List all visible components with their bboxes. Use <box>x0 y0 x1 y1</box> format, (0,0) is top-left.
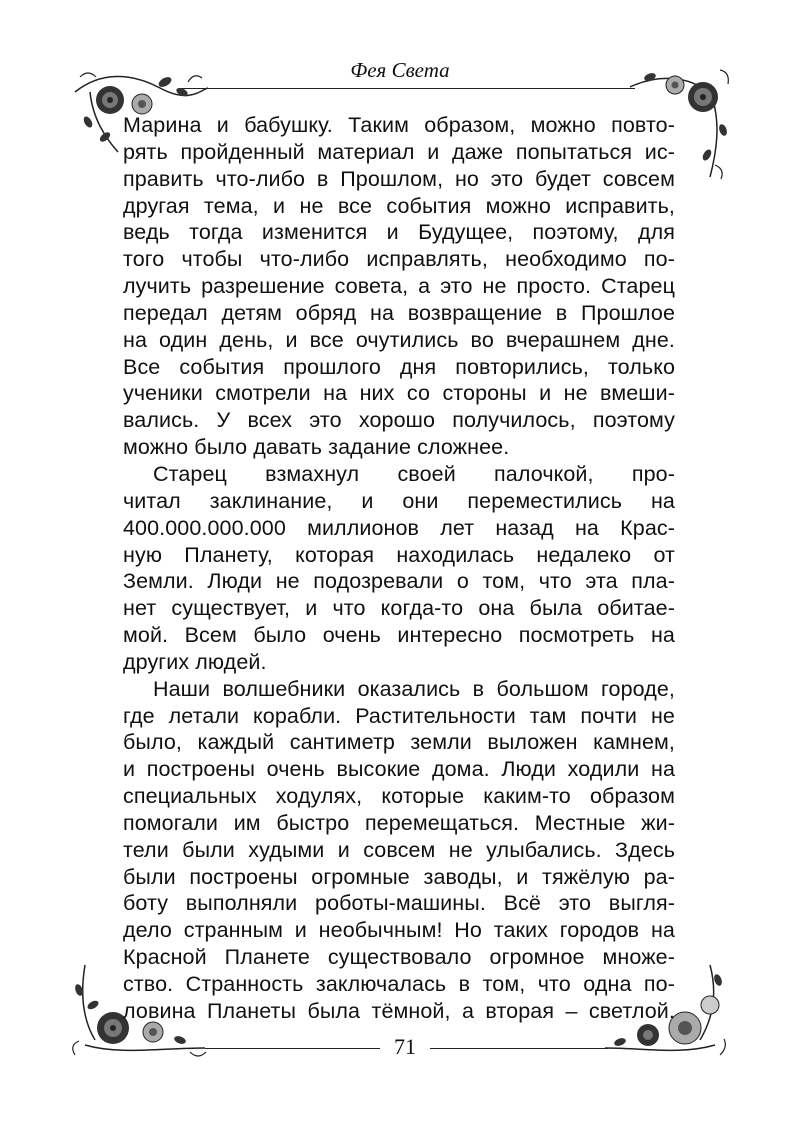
text-line: Все события прошлого дня повторились, только <box>123 354 675 379</box>
text-line: где летали корабли. Растительности там почти не <box>123 703 675 728</box>
text-line: ство. Странность заключалась в том, что одна по- <box>123 972 675 996</box>
text-line: ученики смотрели на них со стороны и не вмеши- <box>123 381 675 406</box>
text-line: Марина и бабушку. Таким образом, можно повто- <box>123 113 675 137</box>
text-line: других людей. <box>123 649 267 674</box>
text-line: Земли. Люди не подозревали о том, что эта пла- <box>123 569 675 594</box>
text-line: дело странным и необычным! Но таких городов на <box>123 918 675 943</box>
text-line: лучить разрешение совета, а это не просто. Старец <box>123 274 675 299</box>
text-line: вались. У всех это хорошо получилось, поэтому <box>123 408 675 433</box>
text-line: были построены огромные заводы, и тяжёлую ра- <box>123 864 675 889</box>
text-line: боту выполняли роботы-машины. Всё это выгля- <box>123 891 675 916</box>
running-header-title: Фея Света <box>350 58 450 82</box>
text-line: читал заклинание, и они переместились на <box>123 488 675 513</box>
text-line: другая тема, и не все события можно исправить, <box>123 193 675 218</box>
text-line: было, каждый сантиметр земли выложен камнем, <box>123 730 675 755</box>
text-line: Красной Планете существовало огромное множе- <box>123 945 675 970</box>
text-line: того чтобы что-либо исправлять, необходимо по- <box>123 247 675 272</box>
text-line: рять пройденный материал и даже попытаться ис- <box>123 139 675 164</box>
text-line: ведь тогда изменится и Будущее, поэтому, для <box>123 220 675 245</box>
text-line: тели были худыми и совсем не улыбались. Здесь <box>123 837 675 862</box>
text-line: и построены очень высокие дома. Люди ходили на <box>123 757 675 782</box>
text-line: нет существует, и что когда-то она была обитае- <box>123 596 675 621</box>
text-line: 400.000.000.000 миллионов лет назад на Крас- <box>123 515 675 540</box>
header-rule <box>180 88 635 89</box>
page-number: 71 <box>394 1034 416 1059</box>
body-text <box>123 112 675 1025</box>
text-line: ловина Планеты была тёмной, а вторая – светлой. <box>123 998 675 1023</box>
text-line: Старец взмахнул своей палочкой, про- <box>153 461 675 486</box>
footer-rule-left <box>205 1048 380 1049</box>
text-line: специальных ходулях, которые каким-то образом <box>123 784 675 809</box>
text-line: мой. Всем было очень интересно посмотреть на <box>123 623 675 648</box>
text-line: на один день, и все очутились во вчерашнем дне. <box>123 327 675 352</box>
text-line: Наши волшебники оказались в большом городе, <box>153 676 675 701</box>
footer-rule-right <box>430 1048 608 1049</box>
text-line: передал детям обряд на возвращение в Прошлое <box>123 300 675 325</box>
text-line: можно было давать задание сложнее. <box>123 435 510 460</box>
text-line: править что-либо в Прошлом, но это будет совсем <box>123 166 675 191</box>
text-line: помогали им быстро перемещаться. Местные жи- <box>123 810 675 835</box>
text-line: ную Планету, которая находилась недалеко от <box>123 542 675 567</box>
